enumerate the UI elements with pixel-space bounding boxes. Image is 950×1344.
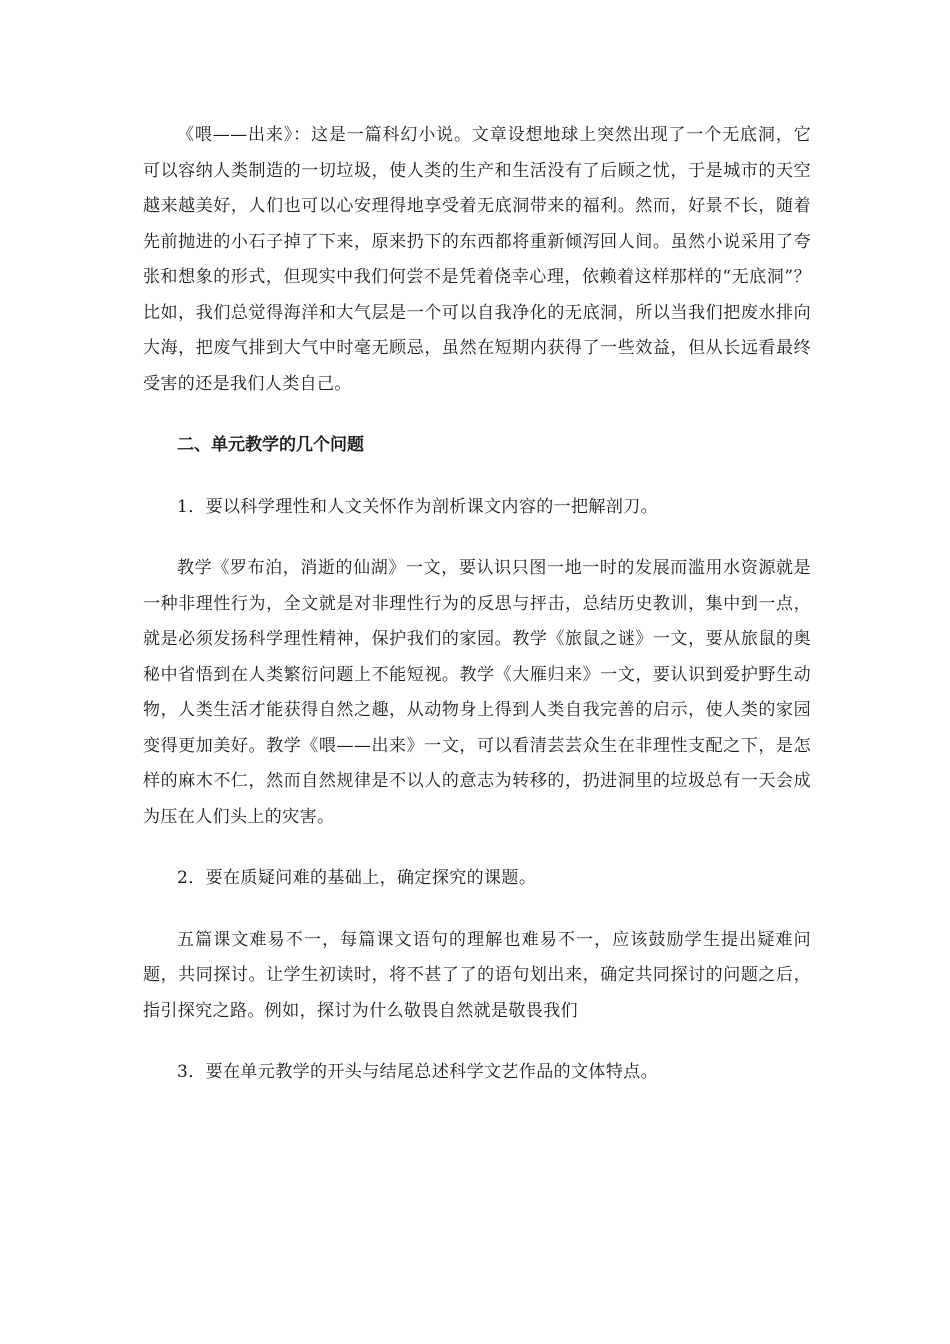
- document-page: [143, 118, 811, 1091]
- list-item-3: 3．要在单元教学的开头与结尾总述科学文艺作品的文体特点。: [177, 1062, 659, 1082]
- spacer: [143, 525, 811, 551]
- paragraph-inquiry: 五篇课文难易不一，每篇课文语句的理解也难易不一，应该鼓励学生提出疑难问题，共同探讨。让学生初读时，将不甚了了的语句划出来，确定共同探讨的问题之后，指引探究之路。例如，探讨为什么敬畏自然就是敬畏我们: [143, 929, 811, 1021]
- section-heading: 二、单元教学的几个问题: [177, 435, 364, 455]
- spacer: [143, 897, 811, 923]
- spacer: [143, 464, 811, 490]
- spacer: [143, 402, 811, 428]
- paragraph-teaching-examples: 教学《罗布泊，消逝的仙湖》一文，要认识只图一地一时的发展而滥用水资源就是一种非理性行为，全文就是对非理性行为的反思与抨击，总结历史教训，集中到一点，就是必须发扬科学理性精神，保护我们的家园。教学《旅鼠之谜》一文，要从旅鼠的奥秘中省悟到在人类繁衍问题上不能短视。教学《大雁归来》一文，要认识到爱护野生动物，人类生活才能获得自然之趣，从动物身上得到人类自我完善的启示，使人类的家园变得更加美好。教学《喂——出来》一文，可以看清芸芸众生在非理性支配之下，是怎样的麻木不仁，然而自然规律是不以人的意志为转移的，扔进洞里的垃圾总有一天会成为压在人们头上的灾害。: [143, 558, 811, 827]
- spacer: [143, 1029, 811, 1055]
- spacer: [143, 835, 811, 861]
- paragraph-story-summary: 《喂——出来》：这是一篇科幻小说。文章设想地球上突然出现了一个无底洞，它可以容纳人类制造的一切垃圾，使人类的生产和生活没有了后顾之忧，于是城市的天空越来越美好，人们也可以心安理得地享受着无底洞带来的福利。然而，好景不长，随着先前抛进的小石子掉了下来，原来扔下的东西都将重新倾泻回人间。虽然小说采用了夸张和想象的形式，但现实中我们何尝不是凭着侥幸心理，依赖着这样那样的“无底洞”？比如，我们总觉得海洋和大气层是一个可以自我净化的无底洞，所以当我们把废水排向大海，把废气排到大气中时毫无顾忌，虽然在短期内获得了一些效益，但从长远看最终受害的还是我们人类自己。: [143, 125, 811, 394]
- list-item-1: 1．要以科学理性和人文关怀作为剖析课文内容的一把解剖刀。: [177, 496, 659, 517]
- list-item-2: 2．要在质疑问难的基础上，确定探究的课题。: [177, 868, 537, 888]
